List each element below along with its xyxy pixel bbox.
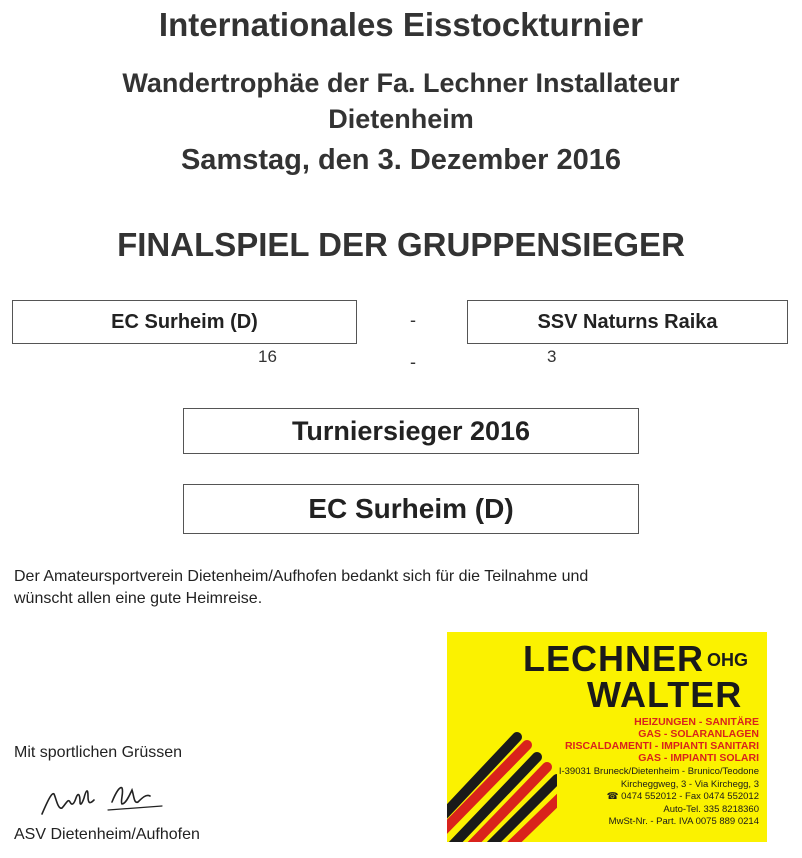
score-away: 3 — [547, 347, 557, 366]
team-away-box — [467, 300, 788, 344]
closing-regards: Mit sportlichen Grüssen — [14, 744, 183, 761]
event-date: Samstag, den 3. Dezember 2016 — [180, 144, 622, 176]
address-line: Kircheggweg, 3 - Via Kirchegg, 3 — [620, 778, 759, 790]
score-home: 16 — [258, 347, 277, 366]
thank-you-message — [14, 566, 714, 610]
sponsor-services — [529, 716, 759, 764]
final-heading: FINALSPIEL DER GRUPPENSIEGER — [117, 226, 685, 263]
service-line: HEIZUNGEN - SANITÄRE — [634, 716, 759, 728]
sponsor-name-line-1: LECHNER — [523, 638, 705, 679]
club-name: ASV Dietenheim/Aufhofen — [14, 826, 200, 843]
thank-you-line-2: wünscht allen eine gute Heimreise. — [14, 590, 263, 607]
service-line: GAS - SOLARANLAGEN — [638, 728, 759, 740]
address-line: I-39031 Bruneck/Dietenheim - Brunico/Teodone — [558, 766, 759, 777]
tournament-title: Internationales Eisstockturnier — [158, 6, 644, 43]
phone-line: ☎ 0474 552012 - Fax 0474 552012 — [606, 791, 759, 802]
winner-name: EC Surheim (D) — [308, 493, 514, 524]
winner-label-box — [183, 408, 639, 454]
service-line: RISCALDAMENTI - IMPIANTI SANITARI — [564, 740, 759, 752]
winner-name-box — [183, 484, 639, 534]
sponsor-address — [529, 766, 759, 829]
sponsor-name-line-2: WALTER — [587, 674, 743, 715]
sponsor-company-suffix: OHG — [707, 650, 749, 670]
score-separator: - — [410, 352, 416, 372]
location: Dietenheim — [328, 104, 474, 134]
mobile-line: Auto-Tel. 335 8218360 — [663, 803, 759, 815]
sponsor-ad — [447, 632, 767, 842]
trophy-subtitle: Wandertrophäe der Fa. Lechner Installateur — [122, 68, 680, 98]
winner-label: Turniersieger 2016 — [291, 415, 531, 446]
thank-you-line-1: Der Amateursportverein Dietenheim/Aufhofen bedankt sich für die Teilnahme und — [14, 568, 589, 585]
service-line: GAS - IMPIANTI SOLARI — [638, 752, 759, 764]
team-home-name: EC Surheim (D) — [111, 310, 258, 333]
vat-line: MwSt-Nr. - Part. IVA 0075 889 0214 — [608, 816, 759, 827]
handwritten-signature — [38, 780, 168, 820]
match-separator: - — [410, 310, 416, 330]
team-away-name: SSV Naturns Raika — [537, 310, 718, 333]
team-home-box — [12, 300, 357, 344]
